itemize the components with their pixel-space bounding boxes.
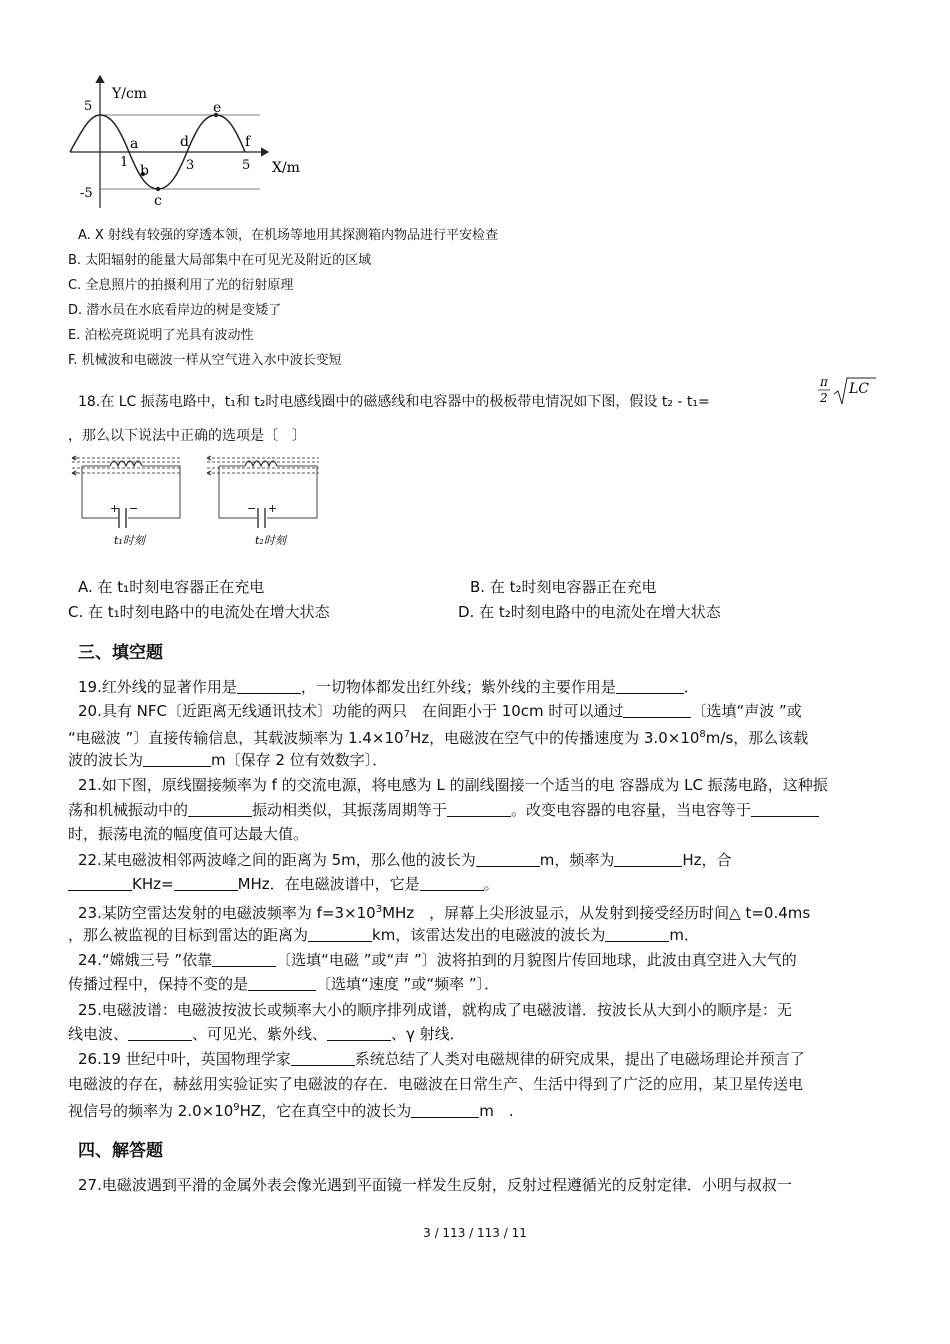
x-tick-1: 1 <box>120 155 129 170</box>
point-a-label: a <box>130 136 139 152</box>
x-axis-label: X/m <box>272 160 300 176</box>
q19: 19.红外线的显著作用是 ，一切物体都发出红外线；紫外线的主要作用是 ． <box>78 678 699 696</box>
q24-line1: 24.“嫦娥三号 ”依靠 〔选填“电磁 ”或“声 ”〕波将拍到的月貌图片传回地球，此波由真空进入大气的 <box>78 951 797 969</box>
point-e-label: e <box>213 100 222 116</box>
svg-text:π: π <box>820 375 828 389</box>
caption-t1: t₁时刻 <box>114 534 145 547</box>
q20-line2: “电磁波 ”〕直接传输信息，其载波频率为 $1.4\times 10^7Hz$，电磁波在空气中的传播速度为 $3.0\times 10^8m/s$，那么该载 <box>68 729 809 747</box>
q26-line3: 视信号的频率为 $2.0\times 10^9HZ$，它在真空中的波长为 m . <box>68 1102 514 1120</box>
q23-line1: 23.某防空雷达发射的电磁波频率为 $f=3\times 10^3MHz$ ，屏幕上尖形波显示，从发射到接受经历时间△ t=0.4ms <box>78 904 811 922</box>
q17-option-e: E. 泊松亮斑说明了光具有波动性 <box>68 328 254 343</box>
y-tick-pos: 5 <box>84 99 93 114</box>
point-d-label: d <box>180 134 189 150</box>
q17-option-c: C. 全息照片的拍摄利用了光的衍射原理 <box>68 278 294 293</box>
q27-line1: 27.电磁波遇到平滑的金属外表会像光遇到平面镜一样发生反射，反射过程遵循光的反射定律．小明与叔叔一 <box>78 1176 792 1194</box>
svg-text:+: + <box>110 502 120 515</box>
wave-graph <box>62 72 322 212</box>
svg-text:2: 2 <box>820 391 828 405</box>
y-tick-neg: -5 <box>80 186 93 201</box>
y-axis-label: Y/cm <box>112 86 148 102</box>
section-fill-in-title: 三、填空题 <box>78 643 163 663</box>
svg-text:−: − <box>129 502 139 515</box>
q20-line1: 20.具有 NFC〔近距离无线通讯技术〕功能的两只 在间距小于 10cm 时可以通过 〔选填“声波 ”或 <box>78 702 802 720</box>
q22-line1: 22.某电磁波相邻两波峰之间的距离为 5m，那么他的波长为 m，频率为 Hz，合 <box>78 851 732 869</box>
q24-line2: 传播过程中，保持不变的是 〔选填“速度 ”或“频率 ”〕． <box>68 975 500 993</box>
x-tick-3: 3 <box>186 158 195 173</box>
point-c-label: c <box>154 193 162 209</box>
page-number-footer: 3 / 113 / 113 / 11 <box>423 1226 527 1240</box>
x-tick-5: 5 <box>242 158 251 173</box>
point-b-label: b <box>140 163 149 179</box>
section-answer-title: 四、解答题 <box>78 1141 163 1161</box>
formula-pi-over-2-sqrt-lc <box>814 372 884 412</box>
svg-text:+: + <box>268 502 278 515</box>
q23-line2: ，那么被监视的目标到雷达的距离为 km，该雷达发出的电磁波的波长为 m． <box>68 926 699 944</box>
lc-circuit-t2 <box>205 450 330 550</box>
point-c-dot <box>156 187 160 191</box>
q18-option-c: C. 在 t₁时刻电路中的电流处在增大状态 <box>68 603 330 621</box>
caption-t2: t₂时刻 <box>255 534 286 547</box>
q18-stem-line2: ，那么以下说法中正确的选项是〔 〕 <box>68 428 306 444</box>
q18-option-d: D. 在 t₂时刻电路中的电流处在增大状态 <box>458 603 721 621</box>
q22-line2: KHz= MHz．在电磁波谱中，它是 。 <box>68 872 499 896</box>
q18-option-b: B. 在 t₂时刻电容器正在充电 <box>470 578 657 596</box>
q21-line1: 21.如下图，原线圈接频率为 f 的交流电源，将电感为 L 的副线圈接一个适当的电 容器成为 LC 振荡电路，这种振 <box>78 776 828 794</box>
q26-line1: 26.19 世纪中叶，英国物理学家 系统总结了人类对电磁规律的研究成果，提出了电磁场理论并预言了 <box>78 1050 805 1068</box>
q25-line2: 线电波、 、可见光、紫外线、 、γ 射线． <box>68 1025 465 1043</box>
q18-stem-line1: 18.在 LC 振荡电路中，t₁和 t₂时电感线圈中的磁感线和电容器中的极板带电情况如下图，假设 t₂ - t₁= <box>78 394 710 410</box>
q26-line2: 电磁波的存在，赫兹用实验证实了电磁波的存在．电磁波在日常生产、生活中得到了广泛的应用，某卫星传送电 <box>68 1075 804 1093</box>
q17-option-a: A. X 射线有较强的穿透本领，在机场等地用其探测箱内物品进行平安检查 <box>78 228 498 243</box>
q20-line3: 波的波长为 m〔保存 2 位有效数字〕． <box>68 751 388 769</box>
q21-line3: 时，振荡电流的幅度值可达最大值。 <box>68 825 309 843</box>
q25-line1: 25.电磁波谱：电磁波按波长或频率大小的顺序排列成谱，就构成了电磁波谱．按波长从大到小的顺序是：无 <box>78 1001 792 1019</box>
q21-line2: 荡和机械振动中的 振动相类似，其振荡周期等于 。改变电容器的电容量，当电容等于 <box>68 798 819 822</box>
lc-circuit-t1 <box>70 450 190 550</box>
q18-option-a: A. 在 t₁时刻电容器正在充电 <box>78 578 265 596</box>
svg-text:LC: LC <box>849 381 870 397</box>
svg-text:−: − <box>247 502 257 515</box>
point-f-label: f <box>245 134 251 150</box>
q17-option-f: F. 机械波和电磁波一样从空气进入水中波长变短 <box>68 353 342 368</box>
q17-option-b: B. 太阳辐射的能量大局部集中在可见光及附近的区域 <box>68 253 372 268</box>
q17-option-d: D. 潜水员在水底看岸边的树是变矮了 <box>68 303 282 318</box>
